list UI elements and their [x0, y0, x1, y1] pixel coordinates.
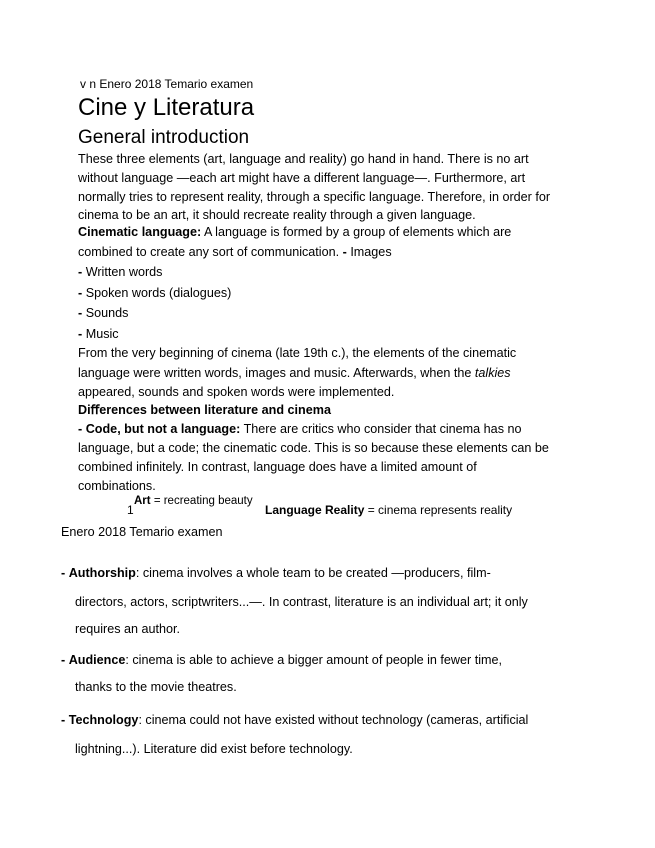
technology-line-2: lightning...). Literature did exist before technology.	[75, 742, 353, 756]
list-item	[78, 327, 119, 341]
cinematic-text-2: combined to create any sort of communication.	[78, 245, 340, 259]
cinematic-line-2	[78, 245, 392, 259]
header-text: Enero 2018 Temario examen	[99, 77, 254, 91]
talkies-term: talkies	[474, 366, 511, 380]
differences-heading: Diﬀerences between literature and cinema	[78, 403, 331, 417]
authorship-line-3: requires an author.	[75, 622, 181, 636]
list-dash: -	[61, 713, 66, 727]
list-item-label: Sounds	[85, 306, 129, 320]
section-title: General introduction	[78, 127, 250, 148]
history-line-3: appeared, sounds and spoken words were implemented.	[78, 385, 395, 399]
cinematic-label: Cinematic language:	[78, 225, 202, 239]
audience-line-1	[61, 653, 502, 667]
list-item	[78, 306, 128, 320]
code-line-4: combinations.	[78, 479, 156, 493]
art-text: = recreating beauty	[150, 495, 253, 507]
audience-label: Audience	[68, 653, 126, 667]
list-dash: -	[342, 245, 347, 259]
document-title: Cine y Literatura	[78, 94, 255, 121]
reality-text: = cinema represents reality	[364, 503, 513, 517]
list-dash: -	[61, 653, 66, 667]
audience-line-2: thanks to the movie theatres.	[75, 680, 237, 694]
technology-text-1: : cinema could not have existed without technology (cameras, artificial	[138, 713, 529, 727]
authorship-label: Authorship	[68, 566, 136, 580]
art-label: Art	[134, 495, 151, 507]
code-label: Code, but not a language:	[85, 422, 241, 436]
footnote-language-reality	[265, 503, 512, 517]
list-dash: -	[78, 306, 83, 320]
list-dash: -	[61, 566, 66, 580]
list-item	[78, 286, 231, 300]
footnote-art	[134, 495, 253, 507]
audience-text-1: : cinema is able to achieve a bigger amount of people in fewer time,	[125, 653, 503, 667]
list-item	[78, 265, 162, 279]
technology-line-1	[61, 713, 528, 727]
intro-line-3: normally tries to represent reality, through a specific language. Therefore, in order for	[78, 190, 551, 204]
language-label: Language	[265, 503, 322, 517]
authorship-line-2: directors, actors, scriptwriters...—. In contrast, literature is an individual art; it only	[75, 595, 528, 609]
code-line-3: combined infinitely. In contrast, language does have a limited amount of	[78, 460, 477, 474]
code-line-1	[78, 422, 522, 436]
list-item-label: Spoken words (dialogues)	[85, 286, 232, 300]
running-footer: Enero 2018 Temario examen	[61, 525, 223, 539]
intro-line-1: These three elements (art, language and reality) go hand in hand. There is no art	[78, 152, 529, 166]
history-text-2: language were written words, images and music. Afterwards, when the	[78, 366, 475, 380]
header-prefix: v n	[80, 77, 97, 91]
footnote-number: 1	[127, 503, 134, 517]
technology-label: Technology	[68, 713, 139, 727]
list-dash: -	[78, 286, 83, 300]
history-line-1: From the very beginning of cinema (late 19th c.), the elements of the cinematic	[78, 346, 517, 360]
authorship-line-1	[61, 566, 491, 580]
intro-line-2: without language —each art might have a different language—. Furthermore, art	[78, 171, 526, 185]
list-item-images: Images	[350, 245, 392, 259]
code-line-2: language, but a code; the cinematic code. This is so because these elements can be	[78, 441, 549, 455]
cinematic-text-1: A language is formed by a group of elements which are	[201, 225, 512, 239]
cinematic-line-1	[78, 225, 511, 239]
running-header	[80, 77, 253, 91]
list-item-label: Written words	[85, 265, 163, 279]
list-item-label: Music	[85, 327, 119, 341]
reality-label: Reality	[325, 503, 365, 517]
list-dash: -	[78, 327, 83, 341]
code-text-1: There are critics who consider that cinema has no	[240, 422, 522, 436]
history-line-2	[78, 366, 511, 380]
list-dash: -	[78, 422, 83, 436]
list-dash: -	[78, 265, 83, 279]
intro-line-4: cinema to be an art, it should recreate reality through a given language.	[78, 208, 476, 222]
authorship-text-1: : cinema involves a whole team to be created —producers, film-	[135, 566, 491, 580]
